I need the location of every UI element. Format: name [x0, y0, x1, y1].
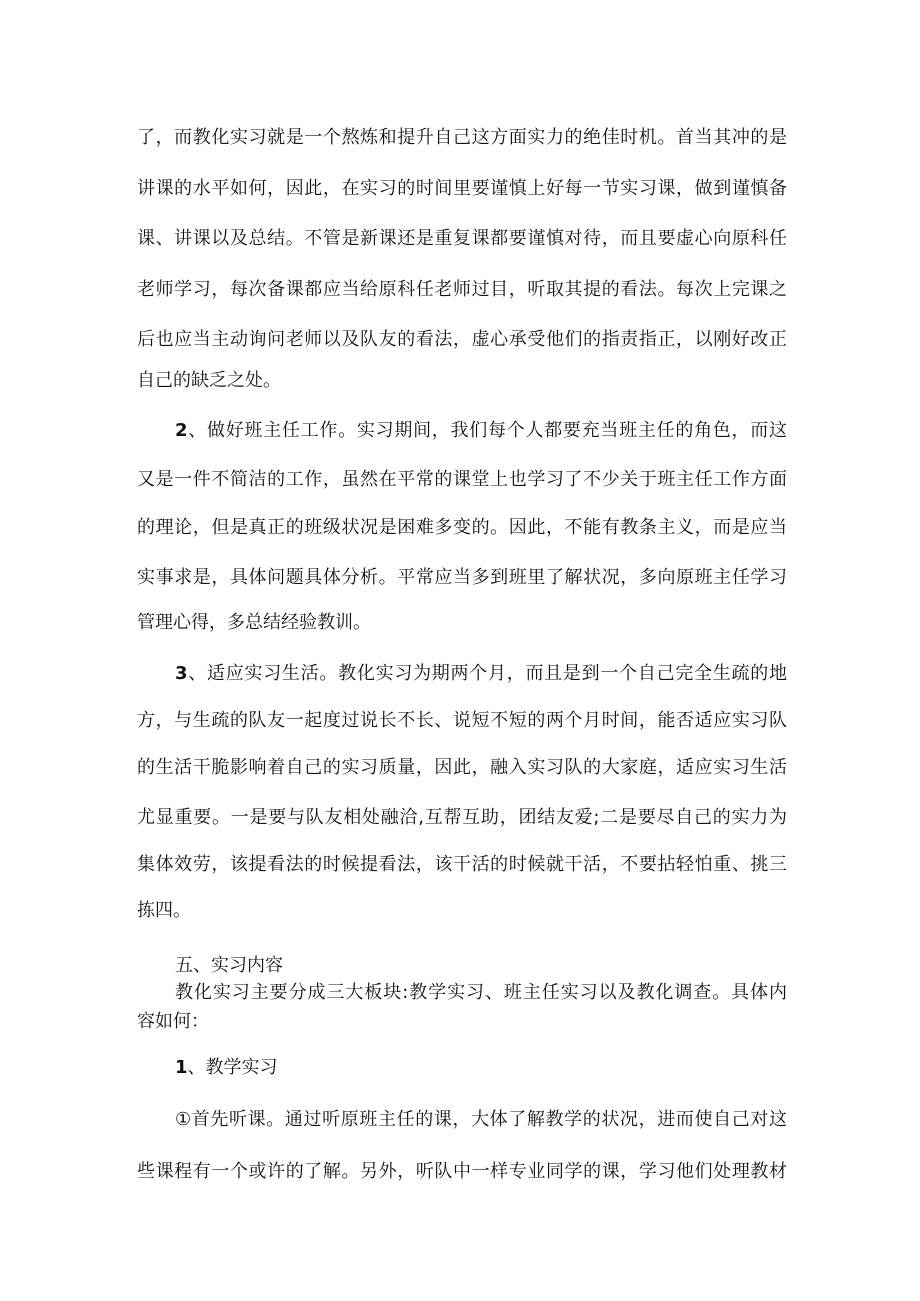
- para-d-line-1: ①首先听课。通过听原班主任的课，大体了解教学的状况，进而使自己对这: [175, 1109, 787, 1130]
- para-b-line-4: 实事求是，具体问题具体分析。平常应当多到班里了解状况，多向原班主任学习: [137, 567, 787, 588]
- para-a-line-5: 后也应当主动询问老师以及队友的看法，虚心承受他们的指责指正，以刚好改正: [137, 329, 787, 350]
- para-b-line-2: 又是一件不简洁的工作，虽然在平常的课堂上也学习了不少关于班主任工作方面: [137, 469, 787, 490]
- para-c-line-2: 方，与生疏的队友一起度过说长不长、说短不短的两个月时间，能否适应实习队: [137, 710, 787, 731]
- para-a-line-6: 自己的缺乏之处。: [137, 370, 281, 391]
- subheading-text: 、教学实习: [187, 1057, 278, 1078]
- para-c-line-6: 拣四。: [137, 900, 191, 921]
- para-a-line-3: 课、讲课以及总结。不管是新课还是重复课都要谨慎对待，而且要虚心向原科任: [137, 228, 787, 249]
- para-c-number: 3: [175, 663, 188, 684]
- para-a-line-2: 讲课的水平如何，因此，在实习的时间里要谨慎上好每一节实习课，做到谨慎备: [137, 178, 787, 199]
- para-d-line-2: 些课程有一个或许的了解。另外，听队中一样专业同学的课，学习他们处理教材: [137, 1161, 787, 1182]
- subheading-number: 1: [175, 1057, 188, 1078]
- para-a-line-4: 老师学习，每次备课都应当给原科任老师过目，听取其提的看法。每次上完课之: [137, 279, 787, 300]
- para-c-line-3: 的生活干脆影响着自己的实习质量，因此，融入实习队的大家庭，适应实习生活: [137, 757, 787, 778]
- para-b-line-5: 管理心得，多总结经验教训。: [137, 612, 371, 633]
- para-c-text: 、适应实习生活。教化实习为期两个月，而且是到一个自己完全生疏的地: [187, 663, 787, 684]
- para-c-line-1: [175, 662, 787, 686]
- subheading: [175, 1056, 787, 1080]
- section-intro-line-2: 容如何：: [137, 1011, 209, 1032]
- section-intro-line-1: 教化实习主要分成三大板块:教学实习、班主任实习以及教化调查。具体内: [175, 982, 787, 1003]
- para-b-line-1: [175, 419, 787, 443]
- section-heading: 五、实习内容: [175, 955, 283, 976]
- para-b-line-3: 的理论，但是真正的班级状况是困难多变的。因此，不能有教条主义，而是应当: [137, 517, 787, 538]
- para-c-line-5: 集体效劳，该提看法的时候提看法，该干活的时候就干活，不要拈轻怕重、挑三: [137, 854, 787, 875]
- para-b-number: 2: [175, 420, 188, 441]
- para-b-text: 、做好班主任工作。实习期间，我们每个人都要充当班主任的角色，而这: [187, 420, 787, 441]
- para-a-line-1: 了，而教化实习就是一个熬炼和提升自己这方面实力的绝佳时机。首当其冲的是: [137, 127, 787, 148]
- para-c-line-4: 尤显重要。一是要与队友相处融洽,互帮互助，团结友爱;二是要尽自己的实力为: [137, 807, 787, 828]
